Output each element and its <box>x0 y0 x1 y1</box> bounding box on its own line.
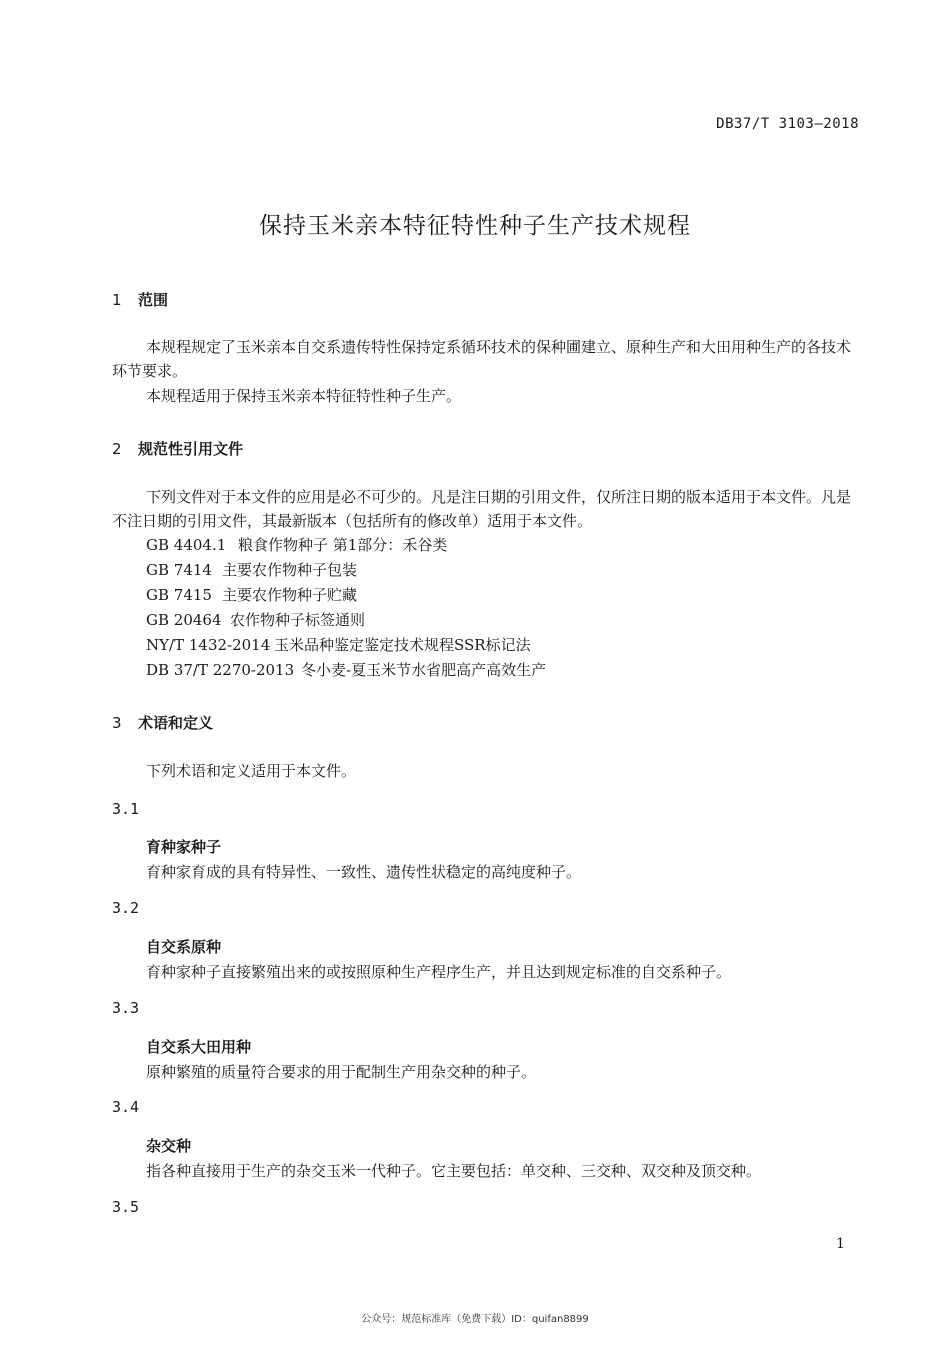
reference-code: GB 7414 <box>146 561 212 579</box>
term-title: 育种家种子 <box>146 838 222 856</box>
section-1-heading <box>112 289 168 310</box>
reference-code: NY/T 1432-2014 <box>146 636 271 654</box>
section-number: 3 <box>112 714 122 732</box>
term-title: 杂交种 <box>146 1137 192 1155</box>
section-3-intro: 下列术语和定义适用于本文件。 <box>146 762 357 780</box>
reference-title: 主要农作物种子包装 <box>222 561 358 579</box>
section-title: 术语和定义 <box>138 714 214 732</box>
reference-title: 农作物种子标签通则 <box>230 611 366 629</box>
reference-item <box>146 609 365 630</box>
section-2-heading <box>112 438 243 459</box>
term-definition: 育种家育成的具有特异性、一致性、遗传性状稳定的高纯度种子。 <box>146 863 582 881</box>
document-title: 保持玉米亲本特征特性种子生产技术规程 <box>259 213 691 239</box>
reference-code: GB 20464 <box>146 611 222 629</box>
section-2-intro: 下列文件对于本文件的应用是必不可少的。凡是注日期的引用文件，仅所注日期的版本适用于本文件。凡是不注日期的引用文件，其最新版本（包括所有的修改单）适用于本文件。 <box>112 488 852 530</box>
reference-title: 玉米品种鉴定鉴定技术规程SSR标记法 <box>274 636 531 654</box>
term-title: 自交系原种 <box>146 938 222 956</box>
section-number: 1 <box>112 291 122 309</box>
reference-item <box>146 559 357 580</box>
clause-number: 3.2 <box>112 899 140 917</box>
reference-code: GB 7415 <box>146 586 212 604</box>
term-definition: 育种家种子直接繁殖出来的或按照原种生产程序生产，并且达到规定标准的自交系种子。 <box>146 963 732 981</box>
section-title: 规范性引用文件 <box>138 440 244 458</box>
standard-code: DB37/T 3103—2018 <box>716 116 859 132</box>
section-1-paragraph-1: 本规程规定了玉米亲本自交系遗传特性保持定系循环技术的保种圃建立、原种生产和大田用种生产的各技术环节要求。 <box>112 338 852 380</box>
term-definition: 指各种直接用于生产的杂交玉米一代种子。它主要包括：单交种、三交种、双交种及顶交种。 <box>146 1162 762 1180</box>
reference-code: DB 37/T 2270-2013 <box>146 661 295 679</box>
clause-number: 3.4 <box>112 1098 140 1116</box>
section-title: 范围 <box>138 291 169 309</box>
footer-watermark-text: 公众号：规范标准库（免费下载）ID：quifan8899 <box>361 1314 589 1325</box>
clause-number: 3.1 <box>112 800 140 818</box>
clause-number: 3.5 <box>112 1198 140 1216</box>
clause-number: 3.3 <box>112 999 140 1017</box>
reference-item <box>146 659 546 680</box>
reference-item <box>146 584 357 605</box>
section-1-paragraph-2: 本规程适用于保持玉米亲本特征特性种子生产。 <box>146 387 462 405</box>
reference-item <box>146 634 531 655</box>
section-number: 2 <box>112 440 122 458</box>
reference-item <box>146 534 447 555</box>
section-3-heading <box>112 712 213 733</box>
term-title: 自交系大田用种 <box>146 1038 252 1056</box>
reference-title: 冬小麦-夏玉米节水省肥高产高效生产 <box>301 661 547 679</box>
reference-title: 主要农作物种子贮藏 <box>222 586 358 604</box>
page-number: 1 <box>836 1236 845 1252</box>
term-definition: 原种繁殖的质量符合要求的用于配制生产用杂交种的种子。 <box>146 1063 537 1081</box>
reference-code: GB 4404.1 <box>146 536 227 554</box>
reference-title: 粮食作物种子 第1部分：禾谷类 <box>238 536 448 554</box>
